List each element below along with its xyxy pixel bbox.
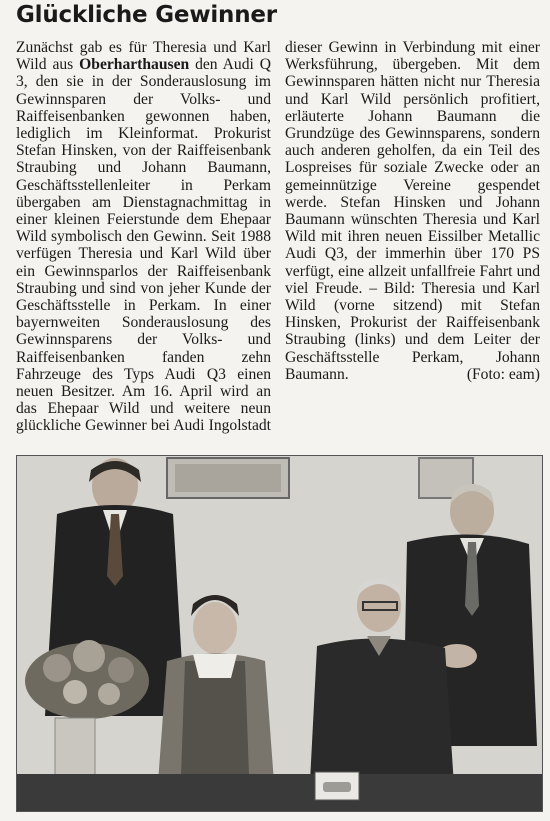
article-text (16, 39, 540, 441)
photo-illustration (17, 456, 542, 811)
article-text-main: den Audi Q 3, den sie in der Sonderauslosung im Gewinnsparen der Volks- und Raiffeisenbanken gewonnen haben, lediglich im Kleinformat. Prokurist Stefan Hinsken, von der Raiffeisenbank Straubing und Johann Baumann, Geschäftsstellenleiter in Perkam übergaben am Dienstagnachmittag in einer kleinen Feierstunde dem Ehepaar Wild symbolisch den Gewinn. Seit 1988 verfügen Theresia und Karl Wild über ein Gewinnsparlos der Raiffeisenbank Straubing und sind von jeher Kunde der Geschäftsstelle in Perkam. In einer bayernweiten Sonderauslosung des Gewinnsparens der Volks- und Raiffeisenbanken fanden zehn Fahrzeuge des Typs Audi Q3 einen neuen Besitzer. Am 16. April wird an das Ehepaar Wild und weitere neun glückliche Gewinner bei Audi Ingolstadt dieser Gewinn in Verbindung mit einer Werksführung, übergeben. Mit dem Gewinnsparen hätten nicht nur Theresia und Karl Wild persönlich profitiert, erläuterte Johann Baumann die Grundzüge des Gewinnsparens, sondern auch anderen geholfen, da ein Teil des Lospreises für soziale Zwecke oder an gemeinnützige Vereine gespendet werde. Stefan Hinsken und Johann Baumann wünschten Theresia und Karl Wild mit ihren neuen Eissilber Metallic Audi Q3, der immerhin über 170 PS verfügt, eine allzeit unfallfreie Fahrt und viel Freude. – Bild: Theresia und Karl Wild (vorne sitzend) mit Stefan Hinsken, Prokurist der Raiffeisenbank Straubing (links) und dem Leiter der Geschäftsstelle Perkam, Johann Baumann. (16, 39, 540, 435)
article-text-intro: Zunächst gab es für Theresia und Karl Wild aus (16, 39, 271, 74)
car-icon (323, 782, 351, 792)
article-body (16, 39, 540, 441)
wall-picture (175, 464, 281, 492)
photo-credit: (Foto: eam) (466, 365, 540, 383)
place-name: Oberharthausen (79, 56, 190, 74)
headline: Glückliche Gewinner (16, 2, 277, 28)
table (17, 774, 542, 811)
news-photo (16, 455, 543, 812)
